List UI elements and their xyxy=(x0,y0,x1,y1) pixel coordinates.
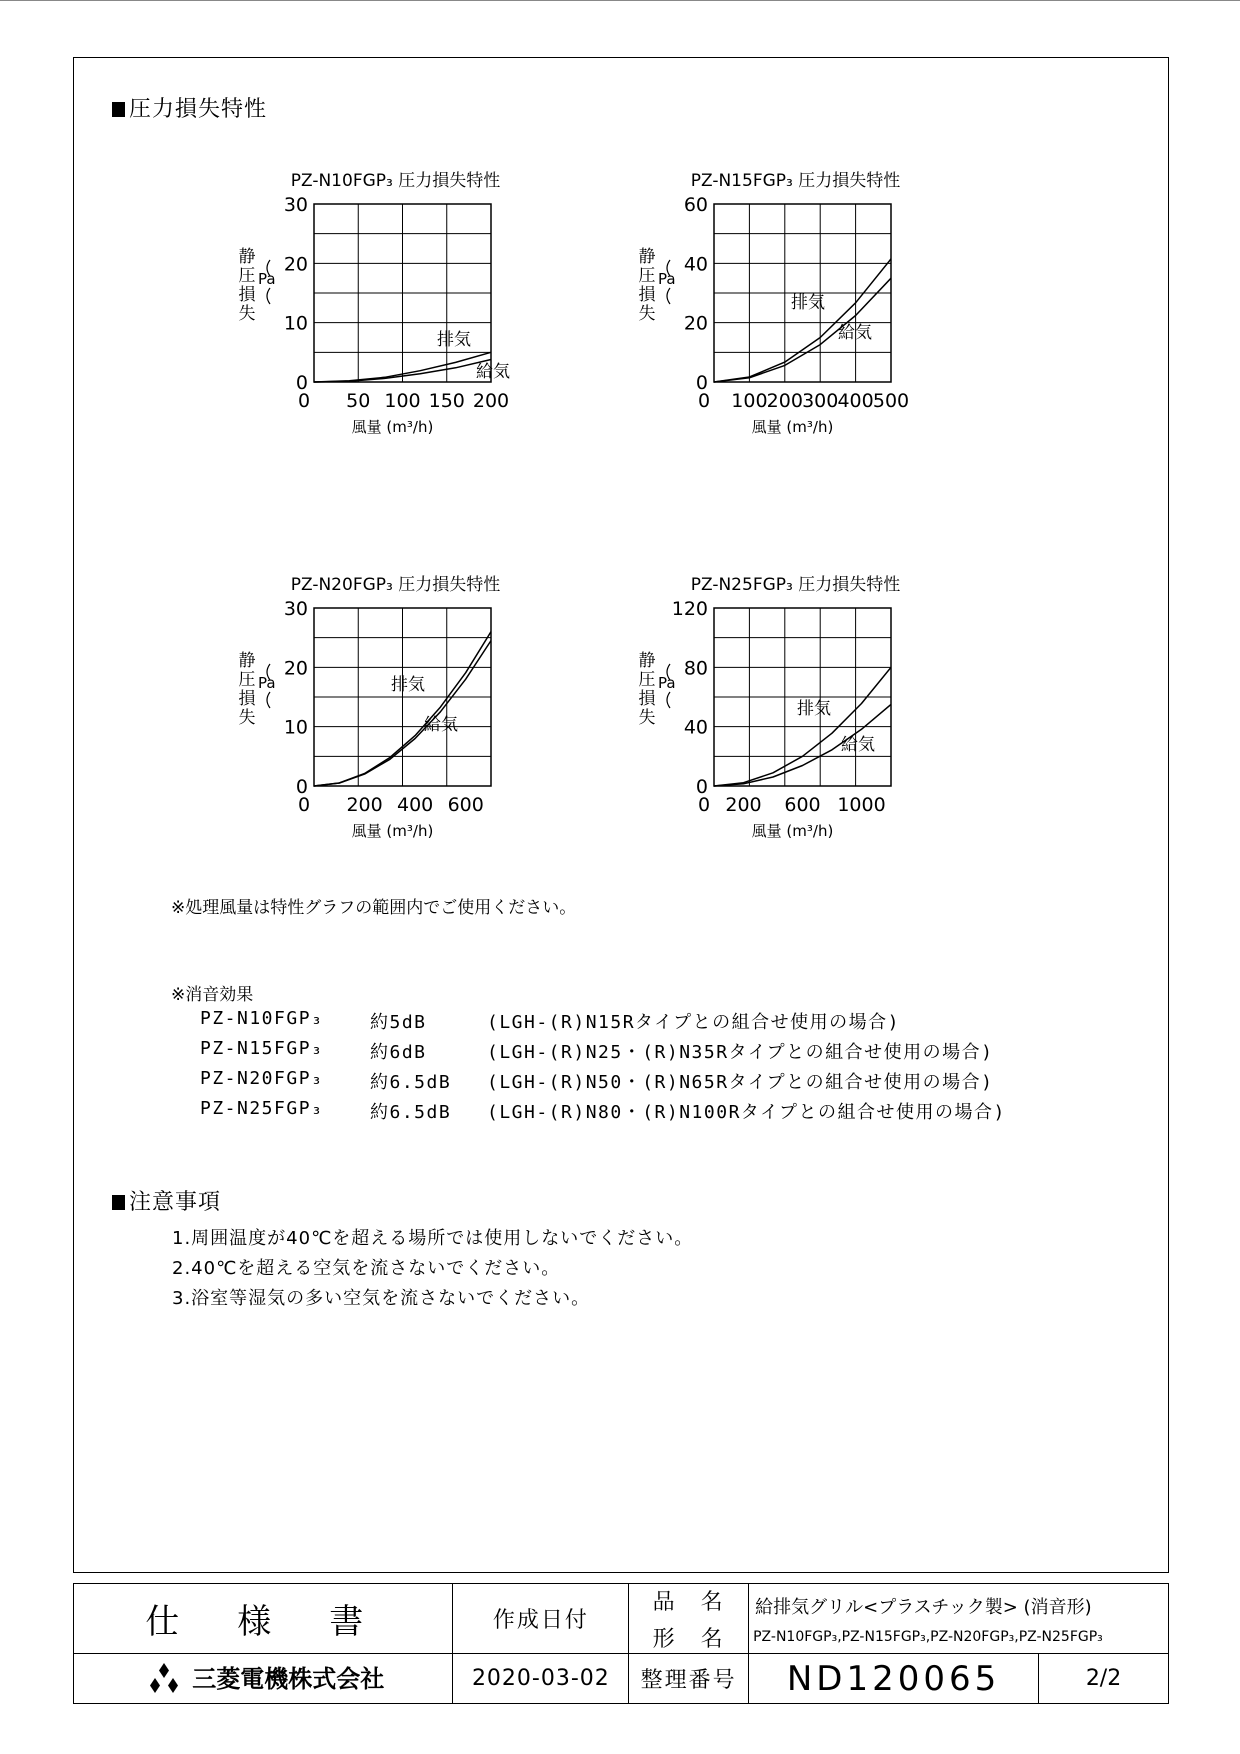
sound-note: (LGH-(R)N50・(R)N65Rタイプとの組合せ使用の場合) xyxy=(487,1072,994,1093)
section-cautions xyxy=(112,1185,221,1216)
series-label-supply: 給気 xyxy=(476,362,510,382)
sound-note: (LGH-(R)N25・(R)N35Rタイプとの組合せ使用の場合) xyxy=(487,1042,994,1063)
x-tick-label: 200 xyxy=(346,794,383,816)
y-tick-label: 20 xyxy=(683,312,708,335)
y-axis-unit: Pa xyxy=(258,674,276,692)
y-tick-label: 30 xyxy=(283,194,308,216)
section-title: 注意事項 xyxy=(129,1190,222,1215)
x-tick-label: 0 xyxy=(697,390,711,412)
x-tick-label: 100 xyxy=(731,390,768,412)
y-axis-label-char: 静 xyxy=(638,247,656,267)
y-axis-label-char: 静 xyxy=(238,247,256,267)
x-axis-label: 風量 (m³/h) xyxy=(751,822,834,840)
y-tick-label: 10 xyxy=(283,716,308,739)
y-axis-label-char: 損 xyxy=(238,689,256,709)
y-axis-label-char: 失 xyxy=(638,304,656,324)
sound-value: 約6.5dB xyxy=(370,1102,452,1123)
title-block xyxy=(73,1583,1169,1703)
x-tick-label: 600 xyxy=(447,794,484,816)
chart-title: PZ-N25FGP₃ 圧力損失特性 xyxy=(690,575,901,595)
y-unit-paren xyxy=(667,288,670,304)
x-tick-label: 0 xyxy=(297,794,311,816)
x-tick-label: 400 xyxy=(837,390,874,412)
sound-note: (LGH-(R)N15Rタイプとの組合せ使用の場合) xyxy=(487,1012,900,1033)
three-diamonds-icon xyxy=(142,1663,186,1699)
y-axis-unit: Pa xyxy=(658,270,676,288)
x-axis-label: 風量 (m³/h) xyxy=(751,418,834,436)
y-tick-label: 0 xyxy=(695,372,708,394)
bullet-square-icon xyxy=(112,1195,125,1210)
x-tick-label: 150 xyxy=(428,390,465,412)
product-name: 給排気グリル<プラスチック製> (消音形) xyxy=(755,1596,1092,1618)
y-unit-paren xyxy=(667,692,670,708)
series-label-exhaust: 排気 xyxy=(797,699,831,719)
company-logo xyxy=(74,1654,453,1704)
chart-title: PZ-N20FGP₃ 圧力損失特性 xyxy=(290,575,501,595)
x-tick-label: 200 xyxy=(766,390,803,412)
spec-title: 仕様書 xyxy=(74,1584,453,1654)
x-tick-label: 200 xyxy=(725,794,762,816)
doc-no-label: 整理番号 xyxy=(629,1654,749,1704)
y-tick-label: 0 xyxy=(295,776,308,798)
series-label-supply: 給気 xyxy=(424,715,458,735)
sound-model: PZ-N15FGP₃ xyxy=(200,1038,324,1059)
sound-value: 約6.5dB xyxy=(370,1072,452,1093)
x-tick-label: 300 xyxy=(802,390,839,412)
y-tick-label: 60 xyxy=(683,194,708,216)
series-label-exhaust: 排気 xyxy=(437,330,471,350)
y-axis-unit: Pa xyxy=(258,270,276,288)
series-label-exhaust: 排気 xyxy=(391,675,425,695)
y-tick-label: 20 xyxy=(283,657,308,680)
x-tick-label: 0 xyxy=(697,794,711,816)
y-axis-label-char: 圧 xyxy=(638,670,656,690)
caution-item: 1.周囲温度が40℃を超える場所では使用しないでください。 xyxy=(172,1228,694,1249)
x-tick-label: 200 xyxy=(472,390,510,412)
product-name-label: 品 名 xyxy=(652,1589,725,1615)
x-axis-label: 風量 (m³/h) xyxy=(351,822,434,840)
x-tick-label: 1000 xyxy=(837,794,886,816)
y-axis-label-char: 損 xyxy=(238,285,256,305)
y-tick-label: 30 xyxy=(283,598,308,620)
sound-title: ※消音効果 xyxy=(171,985,254,1005)
y-axis-label-char: 損 xyxy=(638,689,656,709)
caution-item: 3.浴室等湿気の多い空気を流さないでください。 xyxy=(172,1288,591,1309)
y-axis-unit: Pa xyxy=(658,674,676,692)
sound-model: PZ-N10FGP₃ xyxy=(200,1008,324,1029)
x-tick-label: 600 xyxy=(784,794,821,816)
y-tick-label: 10 xyxy=(283,312,308,335)
y-tick-label: 40 xyxy=(683,253,708,276)
product-cell xyxy=(749,1584,1169,1654)
doc-no: ND120065 xyxy=(749,1654,1039,1704)
series-label-exhaust: 排気 xyxy=(791,293,825,313)
x-tick-label: 50 xyxy=(346,390,371,412)
section-title: 圧力損失特性 xyxy=(129,97,268,122)
y-unit-paren xyxy=(267,692,270,708)
y-axis-label-char: 圧 xyxy=(638,266,656,286)
created-label: 作成日付 xyxy=(453,1584,629,1654)
sound-model: PZ-N20FGP₃ xyxy=(200,1068,324,1089)
exhaust-curve xyxy=(714,259,891,382)
y-tick-label: 80 xyxy=(683,657,708,680)
x-tick-label: 400 xyxy=(397,794,434,816)
y-axis-label-char: 圧 xyxy=(238,266,256,286)
created-date: 2020-03-02 xyxy=(453,1654,629,1704)
label-cell xyxy=(629,1584,749,1654)
chart-title: PZ-N15FGP₃ 圧力損失特性 xyxy=(690,171,901,191)
y-axis-label-char: 静 xyxy=(238,651,256,671)
y-axis-label-char: 失 xyxy=(638,708,656,728)
x-tick-label: 0 xyxy=(297,390,311,412)
x-axis-label: 風量 (m³/h) xyxy=(351,418,434,436)
series-label-supply: 給気 xyxy=(841,735,875,755)
y-tick-label: 120 xyxy=(671,598,708,620)
page-number: 2/2 xyxy=(1039,1654,1169,1704)
y-axis-label-char: 失 xyxy=(238,304,256,324)
chart-title: PZ-N10FGP₃ 圧力損失特性 xyxy=(290,171,501,191)
x-tick-label: 100 xyxy=(384,390,421,412)
range-note: ※処理風量は特性グラフの範囲内でご使用ください。 xyxy=(171,898,577,918)
company-name: 三菱電機株式会社 xyxy=(192,1664,385,1693)
x-tick-label: 500 xyxy=(872,390,910,412)
caution-item: 2.40℃を超える空気を流さないでください。 xyxy=(172,1258,561,1279)
model-list: PZ-N10FGP₃,PZ-N15FGP₃,PZ-N20FGP₃,PZ-N25FGP₃ xyxy=(753,1628,1103,1645)
series-label-supply: 給気 xyxy=(838,323,872,343)
y-unit-paren xyxy=(267,288,270,304)
y-tick-label: 0 xyxy=(695,776,708,798)
y-tick-label: 20 xyxy=(283,253,308,276)
model-label: 形 名 xyxy=(652,1626,725,1652)
sound-note: (LGH-(R)N80・(R)N100Rタイプとの組合せ使用の場合) xyxy=(487,1102,1006,1123)
y-axis-label-char: 損 xyxy=(638,285,656,305)
y-axis-label-char: 圧 xyxy=(238,670,256,690)
y-tick-label: 0 xyxy=(295,372,308,394)
y-axis-label-char: 失 xyxy=(238,708,256,728)
sound-model: PZ-N25FGP₃ xyxy=(200,1098,324,1119)
y-tick-label: 40 xyxy=(683,716,708,739)
sound-value: 約5dB xyxy=(370,1012,427,1033)
y-axis-label-char: 静 xyxy=(638,651,656,671)
sound-value: 約6dB xyxy=(370,1042,427,1063)
